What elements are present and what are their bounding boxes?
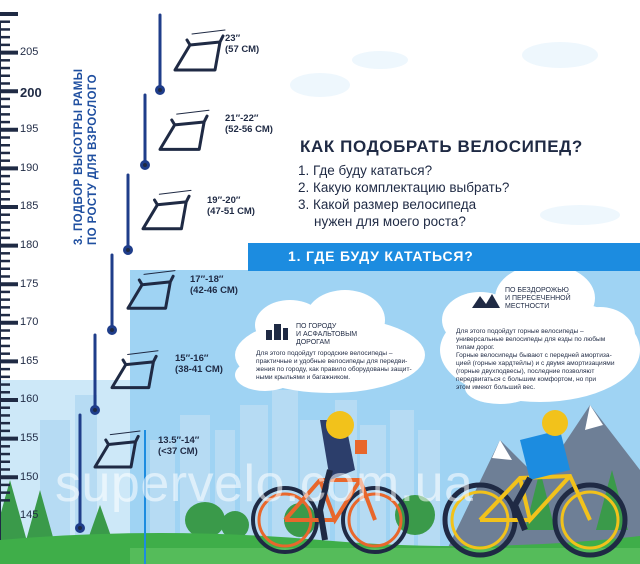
ruler-label: 180: [20, 239, 39, 251]
offroad-cloud-title-line: И ПЕРЕСЕЧЕННОЙ: [505, 295, 571, 302]
frame-measure-line: [192, 30, 225, 34]
offroad-cloud-text-line: типам дорог.: [456, 344, 495, 351]
city-cloud-title: [296, 323, 357, 347]
side-title-line-1: 3. ПОДБОР ВЫСОТРЫ РАМЫ: [73, 68, 85, 245]
frame-size-inches: 19″-20″: [207, 195, 241, 206]
question-list: [298, 162, 509, 230]
section-banner-title: 1. ГДЕ БУДУ КАТАТЬСЯ?: [288, 248, 474, 264]
ruler-label: 145: [20, 509, 39, 522]
question-item: нужен для моего роста?: [314, 214, 466, 229]
frame-size-cm: (47-51 СМ): [207, 206, 255, 217]
frame-size-inches: 21″-22″: [225, 113, 259, 124]
city-cloud-title-line: ПО ГОРОДУ: [296, 323, 337, 330]
offroad-cloud-text-line: этом имеют больший вес.: [456, 384, 536, 391]
frame-size-inches: 13.5″-14″: [158, 435, 200, 446]
frame-size-cm: (57 СМ): [225, 44, 260, 55]
frame-measure-line: [177, 110, 209, 114]
offroad-cloud-text-line: Для этого подойдут горные велосипеды –: [456, 328, 584, 335]
frame-size-label: [225, 113, 273, 135]
ruler-label: 170: [20, 316, 39, 329]
frame-size-cm: (52-56 СМ): [225, 124, 273, 135]
ruler-label: 150: [20, 470, 39, 483]
frame-size-label: [175, 353, 223, 375]
city-cloud-text-line: ными крыльями и багажником.: [256, 374, 351, 381]
ruler-label: 205: [20, 46, 39, 58]
frame-size-inches: 15″-16″: [175, 353, 209, 364]
side-title-line-2: ПО РОСТУ ДЛЯ ВЗРОСЛОГО: [87, 74, 99, 245]
bike-frame-icon: [175, 36, 223, 70]
frame-size-cm: (<37 СМ): [158, 446, 198, 457]
city-cloud-text-line: Для этого подойдут городские велосипеды –: [256, 350, 393, 357]
city-cloud-text-line: практичные и удобные велосипеды для передви-: [256, 358, 408, 365]
question-item: 2. Какую комплектацию выбрать?: [298, 180, 510, 195]
ruler-label: 155: [20, 432, 39, 444]
frame-size-inches: 23″: [225, 33, 241, 44]
frame-size-cm: (38-41 СМ): [175, 364, 223, 375]
ruler-label: 165: [20, 354, 39, 367]
offroad-cloud-text: [456, 328, 615, 392]
frame-measure-line: [159, 190, 191, 194]
offroad-cloud-text-line: Горные велосипеды бывают с передней амортиза-: [456, 352, 612, 359]
offroad-cloud-title-line: ПО БЕЗДОРОЖЬЮ: [505, 287, 569, 294]
ruler-label: 160: [20, 393, 39, 406]
frame-size-label: [207, 195, 255, 217]
city-cloud-text: [256, 350, 412, 382]
city-cloud-text-line: жения по городу, как правило оборудованы защит-: [256, 366, 412, 373]
frame-size-label: [190, 274, 238, 296]
watermark: supervelo.com.ua: [55, 455, 474, 513]
frame-size-label: [225, 33, 259, 55]
side-title: [72, 69, 100, 245]
ruler-label: 190: [20, 161, 39, 174]
offroad-cloud-title: [505, 287, 571, 311]
ruler-label: 175: [20, 277, 39, 290]
offroad-cloud-text-line: (горные двухподвесы), последние позволяют: [456, 368, 595, 375]
bike-frame-icon: [143, 196, 189, 229]
frame-size-cm: (42-46 СМ): [190, 285, 238, 296]
ruler-label: 200: [20, 84, 42, 100]
offroad-cloud-title-line: МЕСТНОСТИ: [505, 303, 550, 310]
ruler-label: 195: [20, 123, 39, 136]
city-cloud-title-line: И АСФАЛЬТОВЫМ: [296, 331, 358, 338]
city-cloud-title-line: ДОРОГАМ: [296, 339, 330, 346]
frame-size-inches: 17″-18″: [190, 274, 224, 285]
offroad-cloud-text-line: цией (горные хардтейлы) и с двумя амортизациями: [456, 360, 615, 367]
offroad-cloud-text-line: универсальные велосипеды для езды по любым: [456, 336, 606, 343]
page-title: КАК ПОДОБРАТЬ ВЕЛОСИПЕД?: [300, 137, 583, 156]
ruler-label: 185: [20, 200, 39, 213]
bike-frame-icon: [160, 116, 207, 149]
question-item: 3. Какой размер велосипеда: [298, 197, 477, 212]
question-item: 1. Где буду кататься?: [298, 163, 433, 178]
offroad-cloud-text-line: передвигаться с большим комфортом, но при: [456, 376, 597, 383]
